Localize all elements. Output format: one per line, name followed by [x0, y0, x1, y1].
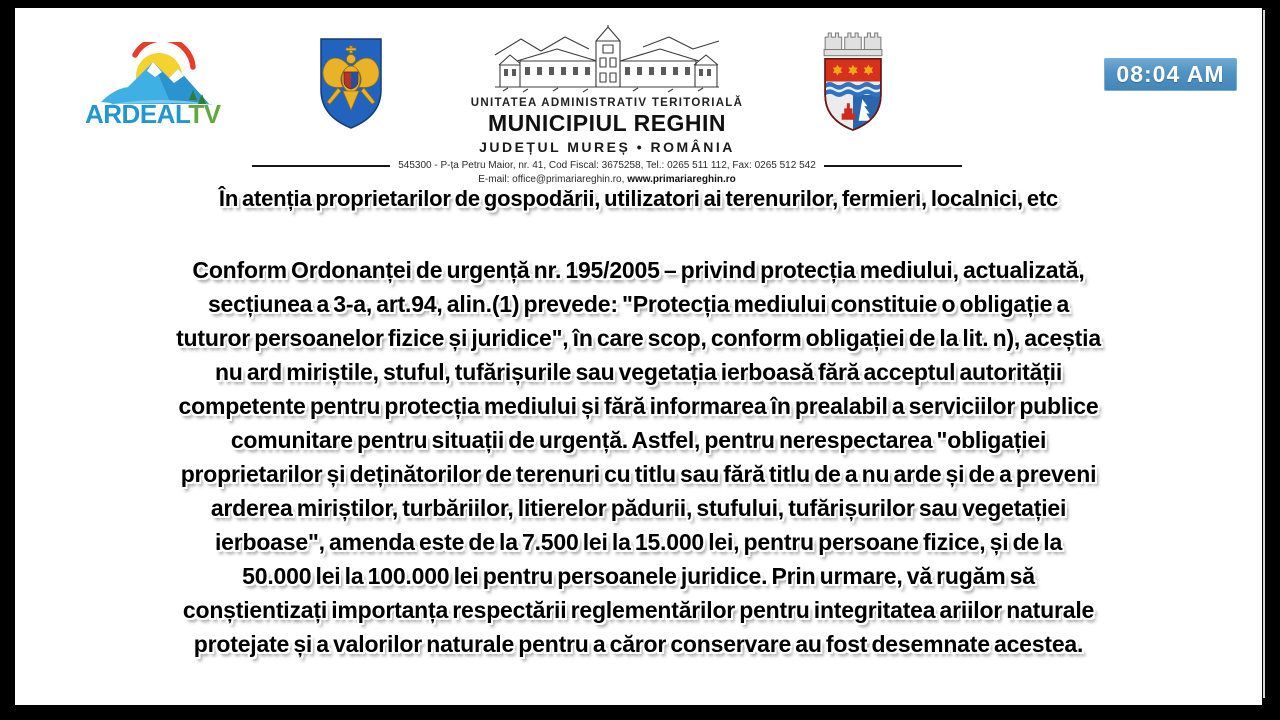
left-rule [252, 165, 390, 167]
announcement-line: comunitare pentru situații de urgență. Astfel, pentru nerespectarea "obligației [230, 427, 1047, 453]
clock-badge [1104, 58, 1237, 91]
reghin-coat-of-arms-icon [821, 26, 885, 136]
ardeal-tv-logo [83, 42, 245, 128]
right-rule [824, 165, 962, 167]
clock-time: 08:04 AM [1116, 61, 1225, 87]
announcement-line: conștientizați importanța respectării reglementărilor pentru integritatea ariilor naturale [182, 597, 1095, 623]
announcement-line: proprietarilor și deținătorilor de terenuri cu titlu sau fără titlu de a nu arde și de a preveni [180, 461, 1097, 487]
org-name: MUNICIPIUL REGHIN [487, 110, 727, 136]
announcement-line: Conform Ordonanței de urgență nr. 195/2005 – privind protecția mediului, actualizată, [192, 257, 1085, 283]
announcement-line: protejate și a valorilor naturale pentru a căror conservare au fost desemnate acestea. [193, 631, 1084, 657]
announcement-line: competente pentru protecția mediului și fără informarea în prealabil a serviciilor publice [178, 393, 1099, 419]
broadcast-screen [15, 8, 1262, 705]
org-type-line: UNITATEA ADMINISTRATIV TERITORIALĂ [470, 97, 744, 109]
announcement-line: secțiunea a 3-a, art.94, alin.(1) prevede: "Protecția mediului constituie o obligație a [207, 291, 1070, 317]
screen-edge-strip [1263, 10, 1265, 698]
announcement-heading: În atenția proprietarilor de gospodării, utilizatori ai terenurilor, fermieri, localnici, etc [218, 186, 1059, 211]
address-line: 545300 - P-ța Petru Maior, nr. 41, Cod Fiscal: 3675258, Tel.: 0265 511 112, Fax: 0265 512 542 [398, 160, 816, 171]
channel-name-primary: ARDEAL [85, 99, 189, 128]
announcement-line: nu ard miriștile, stuful, tufărișurile sau vegetația ierboasă fără acceptul autorității [214, 359, 1063, 385]
org-location: JUDEȚUL MUREȘ • ROMÂNIA [479, 139, 735, 155]
announcement-line: tuturor persoanelor fizice și juridice", în care scop, conform obligației de la lit. n), aceștia [176, 325, 1101, 351]
svg-text:ARDEALTV [85, 99, 222, 128]
website-link: www.primariareghin.ro [627, 174, 736, 185]
channel-name-secondary: TV [188, 99, 221, 128]
announcement-line: 50.000 lei la 100.000 lei pentru persoanele juridice. Prin urmare, vă rugăm să [242, 563, 1035, 589]
announcement-line: ierboase", amenda este de la 7.500 lei la 15.000 lei, pentru persoane fizice, și de la [214, 529, 1063, 555]
announcement-body [15, 253, 1262, 661]
town-hall-sketch-icon [493, 25, 721, 95]
address-row [277, 160, 937, 171]
email-label: E-mail: office@primariareghin.ro, [478, 174, 625, 185]
announcement-line: arderea miriștilor, turbăriilor, litierelor pădurii, stufului, tufărișurilor sau vegetației [210, 495, 1067, 521]
